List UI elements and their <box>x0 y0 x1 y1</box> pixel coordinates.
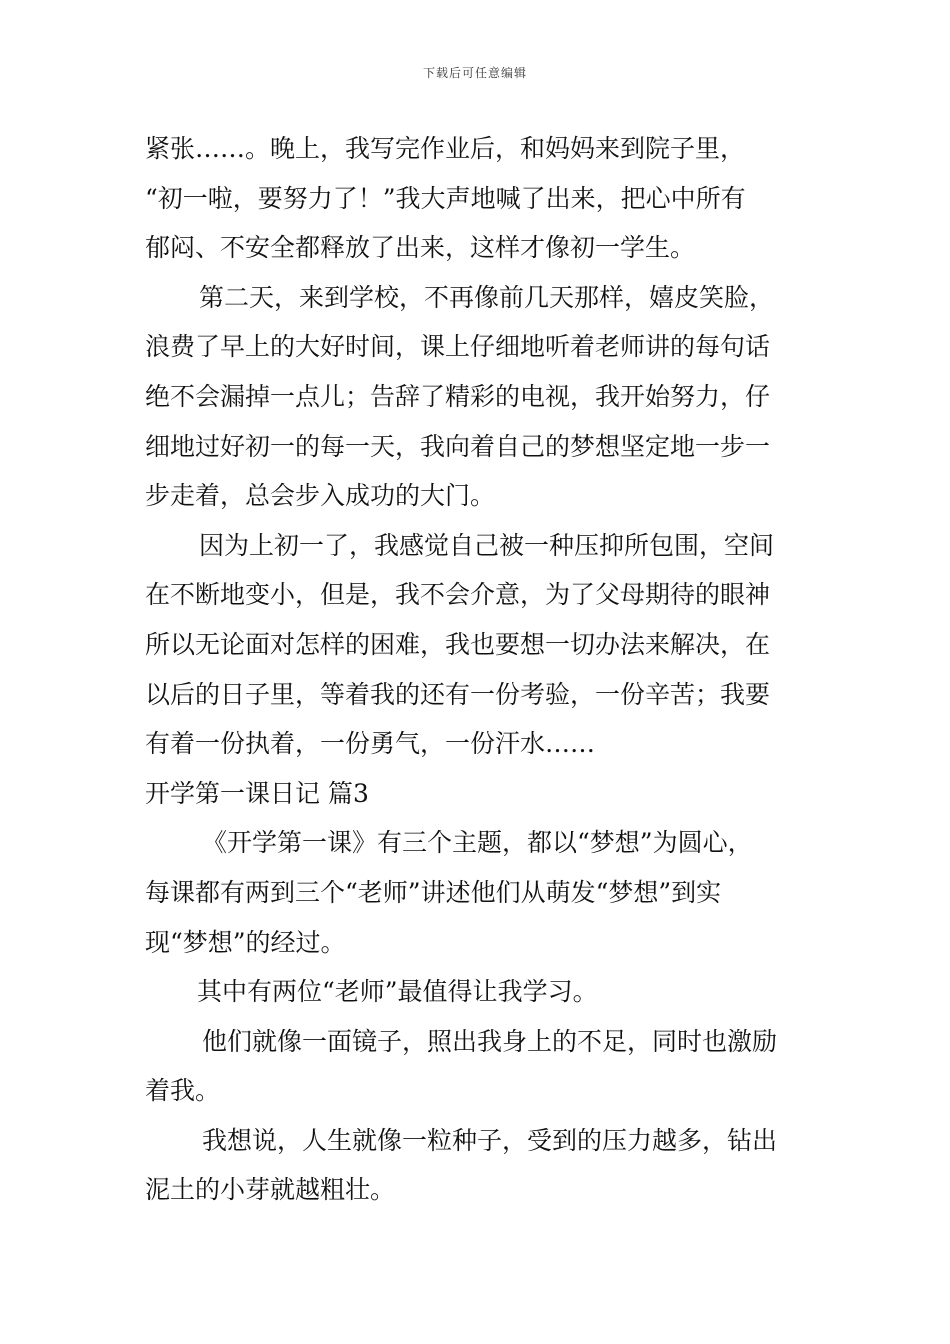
text-line: 在不断地变小，但是，我不会介意，为了父母期待的眼神 <box>145 580 771 610</box>
text-line: 每课都有两到三个“老师”讲述他们从萌发“梦想”到实 <box>145 877 722 907</box>
text-line: 浪费了早上的大好时间，课上仔细地听着老师讲的每句话 <box>145 332 771 362</box>
text-line: 以后的日子里，等着我的还有一份考验，一份辛苦；我要 <box>145 679 771 709</box>
paragraph-start: 第二天，来到学校，不再像前几天那样，嬉皮笑脸， <box>199 282 775 312</box>
paragraph-start: 因为上初一了，我感觉自己被一种压抑所包围，空间 <box>199 530 775 560</box>
text-line: 所以无论面对怎样的困难，我也要想一切办法来解决，在 <box>145 629 771 659</box>
text-line: “初一啦，要努力了！”我大声地喊了出来，把心中所有 <box>145 183 746 213</box>
paragraph-start: 其中有两位“老师”最值得让我学习。 <box>197 977 598 1007</box>
paragraph-start: 《开学第一课》有三个主题，都以“梦想”为圆心， <box>202 828 753 858</box>
text-line: 紧张……。晚上，我写完作业后，和妈妈来到院子里， <box>145 134 746 163</box>
text-line: 泥土的小芽就越粗壮。 <box>145 1175 396 1205</box>
section-title: 开学第一课日记 篇3 <box>145 778 369 808</box>
document-body <box>145 124 810 1215</box>
text-line: 步走着，总会步入成功的大门。 <box>145 481 496 511</box>
text-line: 绝不会漏掉一点儿；告辞了精彩的电视，我开始努力，仔 <box>145 381 771 411</box>
text-line: 现“梦想”的经过。 <box>145 927 346 957</box>
page-header: 下载后可任意编辑 <box>422 66 527 80</box>
text-line: 郁闷、不安全都释放了出来，这样才像初一学生。 <box>145 233 696 263</box>
text-line: 有着一份执着，一份勇气，一份汗水…… <box>145 729 596 759</box>
text-line: 细地过好初一的每一天，我向着自己的梦想坚定地一步一 <box>145 431 771 461</box>
paragraph-start: 他们就像一面镜子，照出我身上的不足，同时也激励 <box>202 1026 778 1056</box>
paragraph-start: 我想说，人生就像一粒种子，受到的压力越多，钻出 <box>202 1125 778 1155</box>
text-line: 着我。 <box>145 1076 221 1106</box>
